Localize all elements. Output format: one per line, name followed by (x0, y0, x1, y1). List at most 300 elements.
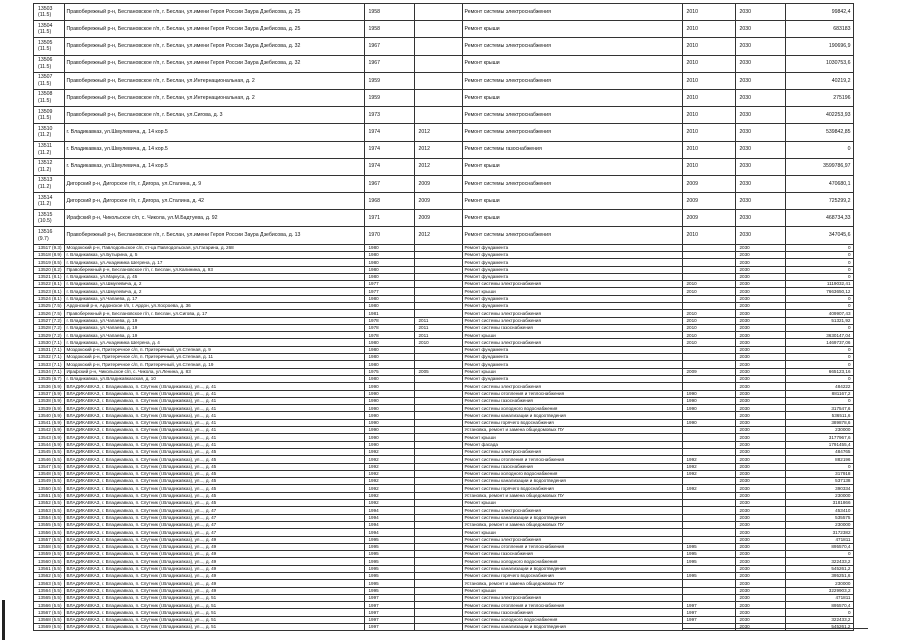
address-cell: ВЛАДИКАВКАЗ, г. Владикавказ, п. Спутник (г.Владикавказ), ул..., д. 51 (64, 594, 364, 601)
row-id-cell: 13542 (5.9) (34, 427, 65, 434)
end-year-cell: 2030 (735, 303, 785, 310)
row-id-cell: 13530 (7.1) (34, 339, 65, 346)
last-repair-year-cell (414, 354, 462, 361)
row-id-cell: 13559 (5.5) (34, 551, 65, 558)
build-year-cell: 1995 (364, 558, 414, 565)
last-repair-year-cell (414, 551, 462, 558)
table-row (34, 368, 854, 375)
table-row (34, 558, 854, 565)
row-id-cell: 13552 (5.5) (34, 500, 65, 507)
last-repair-year-cell: 2011 (414, 324, 462, 331)
cost-cell: 190696,9 (785, 38, 853, 55)
start-year-cell: 2010 (682, 339, 735, 346)
cost-cell: 0 (785, 375, 853, 382)
work-type-cell: Ремонт системы отопления и теплоснабжения (462, 456, 682, 463)
work-type-cell: Ремонт системы холодного водоснабжения (462, 405, 682, 412)
end-year-cell: 2030 (735, 346, 785, 353)
table-row (34, 324, 854, 331)
address-cell: ВЛАДИКАВКАЗ, г. Владикавказ, п. Спутник (г.Владикавказ), ул..., д. 47 (64, 521, 364, 528)
work-type-cell: Ремонт системы электроснабжения (462, 310, 682, 317)
cost-cell: 881167,2 (785, 390, 853, 397)
end-year-cell: 2030 (735, 624, 785, 631)
work-type-cell: Ремонт крыши (462, 89, 682, 106)
end-year-cell: 2030 (735, 375, 785, 382)
start-year-cell: 2010 (682, 72, 735, 89)
work-type-cell: Ремонт крыши (462, 368, 682, 375)
address-cell: Правобережный р-н, Беслановское г/п, г. Беслан, ул.имени Героя России Заура Дзебисова, д. 25 (64, 4, 364, 21)
start-year-cell: 1992 (682, 470, 735, 477)
last-repair-year-cell: 2011 (414, 317, 462, 324)
cost-cell: 3599786,97 (785, 158, 853, 175)
address-cell: Дигорский р-н, Дигорское г/п, г. Дигора, ул.Сталина, д. 42 (64, 193, 364, 210)
cost-cell: 1791455,4 (785, 441, 853, 448)
address-cell: ВЛАДИКАВКАЗ, г. Владикавказ, п. Спутник (г.Владикавказ), ул..., д. 47 (64, 529, 364, 536)
end-year-cell: 2030 (735, 616, 785, 623)
table-row (34, 21, 854, 38)
cost-cell: 3172382 (785, 529, 853, 536)
start-year-cell (682, 521, 735, 528)
last-repair-year-cell (414, 565, 462, 572)
work-type-cell: Ремонт системы электроснабжения (462, 507, 682, 514)
address-cell: ВЛАДИКАВКАЗ, г. Владикавказ, п. Спутник (г.Владикавказ), ул..., д. 45 (64, 470, 364, 477)
end-year-cell: 2030 (735, 141, 785, 158)
cost-cell: 0 (785, 273, 853, 280)
start-year-cell: 2010 (682, 89, 735, 106)
address-cell: ВЛАДИКАВКАЗ, г. Владикавказ, п. Спутник (г.Владикавказ), ул..., д. 49 (64, 536, 364, 543)
work-type-cell: Ремонт системы горячего водоснабжения (462, 572, 682, 579)
work-type-cell: Ремонт системы электроснабжения (462, 317, 682, 324)
cost-cell: 536511,6 (785, 412, 853, 419)
table-row (34, 346, 854, 353)
build-year-cell: 1997 (364, 624, 414, 631)
table-row (34, 124, 854, 141)
start-year-cell: 1992 (682, 463, 735, 470)
row-id-cell: 13535 (6.7) (34, 375, 65, 382)
end-year-cell: 2030 (735, 193, 785, 210)
table-row (34, 141, 854, 158)
start-year-cell (682, 492, 735, 499)
last-repair-year-cell (414, 295, 462, 302)
table-body (34, 4, 854, 631)
table-row (34, 594, 854, 601)
work-type-cell: Установка, ремонт и замена общедомовых ПУ (462, 492, 682, 499)
start-year-cell (682, 295, 735, 302)
start-year-cell: 1995 (682, 572, 735, 579)
cost-cell: 99842,4 (785, 4, 853, 21)
last-repair-year-cell (414, 624, 462, 631)
table-row (34, 295, 854, 302)
address-cell: Ирафский р-н, Чикольское с/п, с. Чикола, ул.Ленина, д. 83 (64, 368, 364, 375)
last-repair-year-cell: 2012 (414, 124, 462, 141)
work-type-cell: Ремонт крыши (462, 288, 682, 295)
last-repair-year-cell (414, 478, 462, 485)
cost-cell: 535575 (785, 514, 853, 521)
row-id-cell: 13523 (8.1) (34, 288, 65, 295)
cost-cell: 0 (785, 141, 853, 158)
work-type-cell: Ремонт фундамента (462, 266, 682, 273)
last-repair-year-cell (414, 251, 462, 258)
address-cell: ВЛАДИКАВКАЗ, г. Владикавказ, п. Спутник (г.Владикавказ), ул..., д. 51 (64, 602, 364, 609)
work-type-cell: Ремонт системы электроснабжения (462, 383, 682, 390)
address-cell: ВЛАДИКАВКАЗ, г. Владикавказ, п. Спутник (г.Владикавказ), ул..., д. 49 (64, 551, 364, 558)
end-year-cell: 2030 (735, 507, 785, 514)
start-year-cell (682, 587, 735, 594)
work-type-cell: Ремонт фундамента (462, 251, 682, 258)
work-type-cell: Ремонт системы электроснабжения (462, 175, 682, 192)
last-repair-year-cell (414, 456, 462, 463)
address-cell: ВЛАДИКАВКАЗ, г. Владикавказ, п. Спутник (г.Владикавказ), ул..., д. 51 (64, 609, 364, 616)
work-type-cell: Ремонт системы горячего водоснабжения (462, 419, 682, 426)
start-year-cell (682, 427, 735, 434)
build-year-cell: 1994 (364, 529, 414, 536)
build-year-cell: 1995 (364, 551, 414, 558)
last-repair-year-cell (414, 602, 462, 609)
build-year-cell: 1967 (364, 38, 414, 55)
start-year-cell: 2010 (682, 141, 735, 158)
start-year-cell (682, 507, 735, 514)
address-cell: ВЛАДИКАВКАЗ, г. Владикавказ, п. Спутник (г.Владикавказ), ул..., д. 49 (64, 558, 364, 565)
work-type-cell: Ремонт фундамента (462, 295, 682, 302)
start-year-cell (682, 303, 735, 310)
table-row (34, 456, 854, 463)
work-type-cell: Ремонт системы канализации и водоотведения (462, 412, 682, 419)
start-year-cell: 2010 (682, 288, 735, 295)
work-type-cell: Ремонт системы газоснабжения (462, 463, 682, 470)
address-cell: Дигорский р-н, Дигорское г/п, г. Дигора, ул.Сталина, д. 9 (64, 175, 364, 192)
work-type-cell: Установка, ремонт и замена общедомовых ПУ (462, 580, 682, 587)
work-type-cell: Ремонт крыши (462, 158, 682, 175)
cost-cell: 468734,33 (785, 210, 853, 227)
cost-cell: 471811 (785, 594, 853, 601)
start-year-cell: 2009 (682, 193, 735, 210)
row-id-cell: 13514 (11.2) (34, 193, 65, 210)
row-id-cell: 13516 (9.7) (34, 227, 65, 244)
work-type-cell: Ремонт системы электроснабжения (462, 72, 682, 89)
last-repair-year-cell (414, 500, 462, 507)
table-row (34, 587, 854, 594)
table-row (34, 427, 854, 434)
table-row (34, 38, 854, 55)
start-year-cell: 2010 (682, 107, 735, 124)
end-year-cell: 2030 (735, 470, 785, 477)
row-id-cell: 13555 (5.5) (34, 521, 65, 528)
address-cell: Правобережный р-н, Беслановское г/п, г. Беслан, ул.имени Героя России Заура Дзебисова, д. 32 (64, 38, 364, 55)
cost-cell: 1469737,06 (785, 339, 853, 346)
table-row (34, 175, 854, 192)
build-year-cell: 1974 (364, 141, 414, 158)
table-row (34, 375, 854, 382)
table-row (34, 543, 854, 550)
build-year-cell: 1980 (364, 354, 414, 361)
last-repair-year-cell (414, 405, 462, 412)
end-year-cell: 2030 (735, 478, 785, 485)
start-year-cell: 2010 (682, 227, 735, 244)
row-id-cell: 13529 (7.2) (34, 332, 65, 339)
cost-cell: 0 (785, 551, 853, 558)
table-row (34, 259, 854, 266)
last-repair-year-cell (414, 514, 462, 521)
address-cell: Моздокский р-н, Притеречное с/п, п. Притеречный, ул.Степная, д. 9 (64, 346, 364, 353)
table-row (34, 397, 854, 404)
table-row (34, 572, 854, 579)
build-year-cell: 1992 (364, 448, 414, 455)
table-row (34, 317, 854, 324)
build-year-cell: 1997 (364, 594, 414, 601)
build-year-cell: 1995 (364, 580, 414, 587)
row-id-cell: 13558 (5.5) (34, 543, 65, 550)
address-cell: ВЛАДИКАВКАЗ, г. Владикавказ, п. Спутник (г.Владикавказ), ул..., д. 41 (64, 427, 364, 434)
table-row (34, 521, 854, 528)
address-cell: ВЛАДИКАВКАЗ, г. Владикавказ, п. Спутник (г.Владикавказ), ул..., д. 41 (64, 383, 364, 390)
address-cell: ВЛАДИКАВКАЗ, г. Владикавказ, п. Спутник (г.Владикавказ), ул..., д. 49 (64, 587, 364, 594)
start-year-cell (682, 565, 735, 572)
row-id-cell: 13505 (11.5) (34, 38, 65, 55)
address-cell: Правобережный р-н, Беслановское г/п, г. Беслан, ул.Интернациональная, д. 2 (64, 72, 364, 89)
last-repair-year-cell (414, 470, 462, 477)
last-repair-year-cell (414, 485, 462, 492)
row-id-cell: 13512 (11.2) (34, 158, 65, 175)
row-id-cell: 13536 (5.9) (34, 383, 65, 390)
table-row (34, 565, 854, 572)
cost-cell: 882196 (785, 456, 853, 463)
cost-cell: 322433,2 (785, 558, 853, 565)
last-repair-year-cell (414, 375, 462, 382)
last-repair-year-cell (414, 609, 462, 616)
end-year-cell: 2030 (735, 251, 785, 258)
build-year-cell: 1980 (364, 244, 414, 251)
build-year-cell: 1971 (364, 210, 414, 227)
row-id-cell: 13546 (5.5) (34, 456, 65, 463)
start-year-cell (682, 529, 735, 536)
start-year-cell (682, 594, 735, 601)
row-id-cell: 13532 (7.1) (34, 354, 65, 361)
row-id-cell: 13510 (11.2) (34, 124, 65, 141)
last-repair-year-cell (414, 288, 462, 295)
build-year-cell: 1958 (364, 21, 414, 38)
row-id-cell: 13524 (8.1) (34, 295, 65, 302)
last-repair-year-cell (414, 543, 462, 550)
address-cell: ВЛАДИКАВКАЗ, г. Владикавказ, п. Спутник (г.Владикавказ), ул..., д. 41 (64, 441, 364, 448)
address-cell: ВЛАДИКАВКАЗ, г. Владикавказ, п. Спутник (г.Владикавказ), ул..., д. 45 (64, 492, 364, 499)
row-id-cell: 13519 (8.5) (34, 259, 65, 266)
row-id-cell: 13550 (5.5) (34, 485, 65, 492)
start-year-cell: 2010 (682, 21, 735, 38)
row-id-cell: 13566 (5.5) (34, 602, 65, 609)
end-year-cell: 2030 (735, 324, 785, 331)
address-cell: г. Владикавказ, ул.Чапаева, д. 19 (64, 332, 364, 339)
cost-cell: 3177967,6 (785, 434, 853, 441)
start-year-cell: 1995 (682, 543, 735, 550)
cost-cell: 0 (785, 609, 853, 616)
address-cell: ВЛАДИКАВКАЗ, г. Владикавказ, п. Спутник (г.Владикавказ), ул..., д. 47 (64, 507, 364, 514)
end-year-cell: 2030 (735, 4, 785, 21)
work-type-cell: Ремонт фундамента (462, 354, 682, 361)
start-year-cell (682, 266, 735, 273)
row-id-cell: 13547 (5.5) (34, 463, 65, 470)
row-id-cell: 13508 (11.5) (34, 89, 65, 106)
row-id-cell: 13565 (5.5) (34, 594, 65, 601)
table-row (34, 470, 854, 477)
start-year-cell: 2010 (682, 158, 735, 175)
build-year-cell: 1980 (364, 303, 414, 310)
row-id-cell: 13506 (11.5) (34, 55, 65, 72)
cost-cell: 895570,4 (785, 602, 853, 609)
build-year-cell: 1995 (364, 587, 414, 594)
table-row (34, 288, 854, 295)
start-year-cell (682, 478, 735, 485)
build-year-cell: 1980 (364, 251, 414, 258)
table-row (34, 485, 854, 492)
address-cell: Правобережный р-н, Беслановское г/п, г. Беслан, ул.Интернациональная, д. 2 (64, 89, 364, 106)
last-repair-year-cell (414, 448, 462, 455)
build-year-cell: 1968 (364, 193, 414, 210)
table-row (34, 463, 854, 470)
row-id-cell: 13544 (5.9) (34, 441, 65, 448)
last-repair-year-cell: 2005 (414, 368, 462, 375)
row-id-cell: 13560 (5.5) (34, 558, 65, 565)
build-year-cell: 1992 (364, 492, 414, 499)
row-id-cell: 13522 (8.1) (34, 281, 65, 288)
row-id-cell: 13538 (5.9) (34, 397, 65, 404)
last-repair-year-cell (414, 89, 462, 106)
cost-cell: 484765 (785, 448, 853, 455)
cost-cell: 230000 (785, 492, 853, 499)
end-year-cell: 2030 (735, 543, 785, 550)
last-repair-year-cell (414, 419, 462, 426)
end-year-cell: 2030 (735, 339, 785, 346)
table-row (34, 551, 854, 558)
cost-cell: 0 (785, 354, 853, 361)
last-repair-year-cell: 2012 (414, 227, 462, 244)
start-year-cell: 2010 (682, 332, 735, 339)
end-year-cell: 2030 (735, 492, 785, 499)
build-year-cell: 1995 (364, 543, 414, 550)
build-year-cell: 1992 (364, 485, 414, 492)
work-type-cell: Ремонт крыши (462, 529, 682, 536)
cost-cell: 347045,6 (785, 227, 853, 244)
end-year-cell: 2030 (735, 397, 785, 404)
work-type-cell: Ремонт системы электроснабжения (462, 339, 682, 346)
end-year-cell: 2030 (735, 89, 785, 106)
table-row (34, 281, 854, 288)
build-year-cell: 1997 (364, 616, 414, 623)
table-row (34, 478, 854, 485)
start-year-cell: 1997 (682, 616, 735, 623)
end-year-cell: 2030 (735, 227, 785, 244)
start-year-cell: 2010 (682, 324, 735, 331)
last-repair-year-cell (414, 529, 462, 536)
last-repair-year-cell (414, 434, 462, 441)
cost-cell: 3181866 (785, 500, 853, 507)
end-year-cell: 2030 (735, 21, 785, 38)
work-type-cell: Ремонт системы электроснабжения (462, 107, 682, 124)
table-row (34, 227, 854, 244)
last-repair-year-cell (414, 507, 462, 514)
cost-cell: 0 (785, 244, 853, 251)
address-cell: ВЛАДИКАВКАЗ, г. Владикавказ, п. Спутник (г.Владикавказ), ул..., д. 49 (64, 565, 364, 572)
address-cell: ВЛАДИКАВКАЗ, г. Владикавказ, п. Спутник (г.Владикавказ), ул..., д. 49 (64, 580, 364, 587)
build-year-cell: 1994 (364, 521, 414, 528)
cost-cell: 665123,16 (785, 368, 853, 375)
start-year-cell: 1992 (682, 485, 735, 492)
table-row (34, 492, 854, 499)
last-repair-year-cell (414, 259, 462, 266)
address-cell: ВЛАДИКАВКАЗ, г. Владикавказ, п. Спутник (г.Владикавказ), ул..., д. 45 (64, 485, 364, 492)
cost-cell: 230000 (785, 580, 853, 587)
start-year-cell (682, 500, 735, 507)
address-cell: ВЛАДИКАВКАЗ, г. Владикавказ, п. Спутник (г.Владикавказ), ул..., д. 41 (64, 412, 364, 419)
cost-cell: 3630147,04 (785, 332, 853, 339)
row-id-cell: 13563 (5.5) (34, 580, 65, 587)
start-year-cell (682, 346, 735, 353)
cost-cell: 7663650,12 (785, 288, 853, 295)
last-repair-year-cell (414, 397, 462, 404)
start-year-cell: 1990 (682, 397, 735, 404)
work-type-cell: Ремонт фундамента (462, 375, 682, 382)
table-row (34, 310, 854, 317)
cost-cell: 0 (785, 346, 853, 353)
address-cell: ВЛАДИКАВКАЗ, г. Владикавказ, п. Спутник (г.Владикавказ), ул..., д. 49 (64, 572, 364, 579)
cost-cell: 484222 (785, 383, 853, 390)
table-row (34, 303, 854, 310)
cost-cell: 0 (785, 463, 853, 470)
end-year-cell: 2030 (735, 434, 785, 441)
work-type-cell: Ремонт системы электроснабжения (462, 594, 682, 601)
cost-cell: 0 (785, 259, 853, 266)
build-year-cell: 1995 (364, 572, 414, 579)
end-year-cell: 2030 (735, 412, 785, 419)
end-year-cell: 2030 (735, 383, 785, 390)
start-year-cell (682, 514, 735, 521)
last-repair-year-cell: 2009 (414, 210, 462, 227)
last-repair-year-cell (414, 594, 462, 601)
cost-cell: 0 (785, 397, 853, 404)
work-type-cell: Ремонт крыши (462, 434, 682, 441)
start-year-cell: 2010 (682, 124, 735, 141)
address-cell: Моздокский р-н, Павлодольское с/п, ст-ца Павлодольская, ул.Гагарина, д. 268 (64, 244, 364, 251)
address-cell: Правобережный р-н, Беслановское г/п, г. Беслан, ул.Сигова, д. 3 (64, 107, 364, 124)
build-year-cell: 1959 (364, 89, 414, 106)
table-row (34, 193, 854, 210)
row-id-cell: 13569 (5.5) (34, 624, 65, 631)
cost-cell: 471811 (785, 536, 853, 543)
work-type-cell: Ремонт системы газоснабжения (462, 141, 682, 158)
work-type-cell: Ремонт системы отопления и теплоснабжения (462, 543, 682, 550)
cost-cell: 51321,92 (785, 317, 853, 324)
end-year-cell: 2030 (735, 295, 785, 302)
work-type-cell: Ремонт фундамента (462, 244, 682, 251)
row-id-cell: 13549 (5.5) (34, 478, 65, 485)
start-year-cell (682, 273, 735, 280)
last-repair-year-cell (414, 310, 462, 317)
end-year-cell: 2030 (735, 536, 785, 543)
start-year-cell: 2010 (682, 281, 735, 288)
start-year-cell: 1992 (682, 456, 735, 463)
table-row (34, 89, 854, 106)
work-type-cell: Ремонт системы канализации и водоотведения (462, 514, 682, 521)
row-id-cell: 13541 (5.9) (34, 419, 65, 426)
cost-cell: 539842,85 (785, 124, 853, 141)
address-cell: г. Владикавказ, ул.Чапаева, д. 19 (64, 317, 364, 324)
cost-cell: 895570,4 (785, 543, 853, 550)
row-id-cell: 13548 (5.5) (34, 470, 65, 477)
last-repair-year-cell (414, 536, 462, 543)
end-year-cell: 2030 (735, 210, 785, 227)
row-id-cell: 13568 (5.5) (34, 616, 65, 623)
end-year-cell: 2030 (735, 609, 785, 616)
build-year-cell: 1997 (364, 602, 414, 609)
end-year-cell: 2030 (735, 332, 785, 339)
